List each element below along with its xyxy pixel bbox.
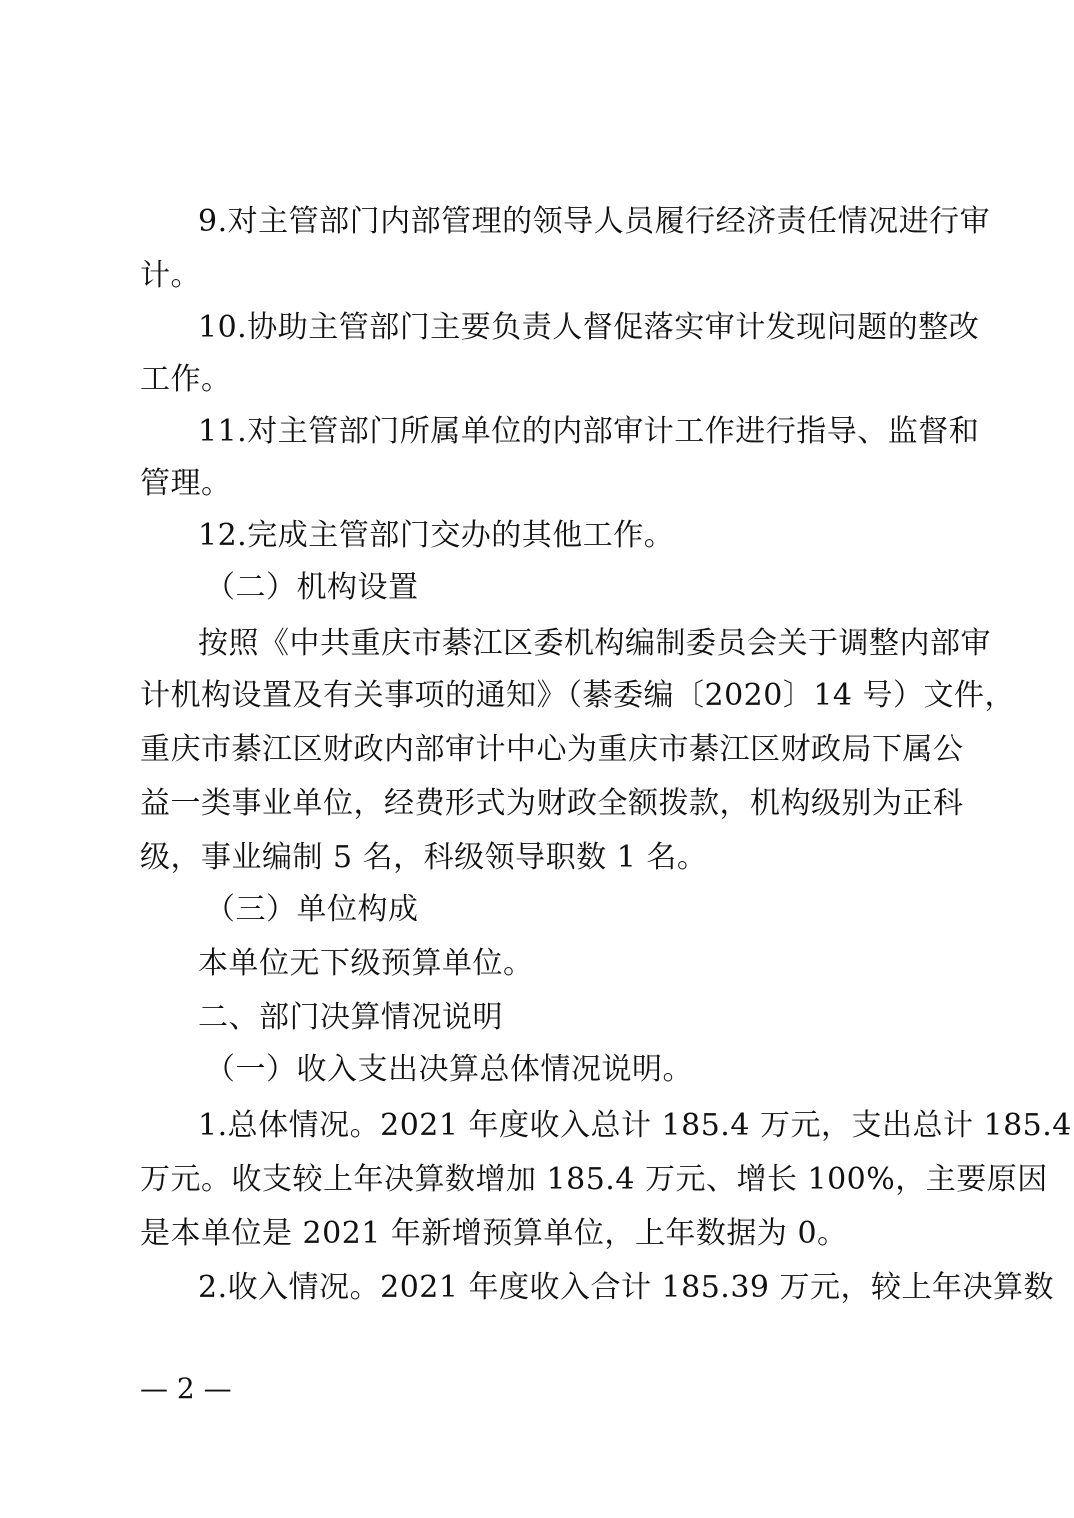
- paragraph-line: 12.完成主管部门交办的其他工作。: [198, 518, 675, 553]
- paragraph-line: 11.对主管部门所属单位的内部审计工作进行指导、监督和: [198, 414, 980, 449]
- paragraph-line: 10.协助主管部门主要负责人督促落实审计发现问题的整改: [198, 310, 980, 345]
- paragraph-line: 重庆市綦江区财政内部审计中心为重庆市綦江区财政局下属公: [140, 732, 964, 767]
- paragraph-line: 管理。: [140, 466, 232, 501]
- paragraph-line: 2.收入情况。2021 年度收入合计 185.39 万元，较上年决算数: [198, 1270, 1055, 1305]
- section-heading: （一）收入支出决算总体情况说明。: [205, 1052, 693, 1087]
- section-heading: （三）单位构成: [205, 892, 419, 927]
- paragraph-line: 益一类事业单位，经费形式为财政全额拨款，机构级别为正科: [140, 786, 964, 821]
- paragraph-line: 计机构设置及有关事项的通知》（綦委编〔2020〕14 号）文件，: [140, 678, 1016, 713]
- paragraph-line: 万元。收支较上年决算数增加 185.4 万元、增长 100%，主要原因: [140, 1162, 1048, 1197]
- paragraph-line: 按照《中共重庆市綦江区委机构编制委员会关于调整内部审: [198, 626, 991, 661]
- page-number: — 2 —: [140, 1372, 232, 1405]
- paragraph-line: 1.总体情况。2021 年度收入总计 185.4 万元，支出总计 185.4: [198, 1108, 1072, 1143]
- section-heading: 二、部门决算情况说明: [198, 1000, 503, 1035]
- section-heading: （二）机构设置: [205, 570, 419, 605]
- paragraph-line: 9.对主管部门内部管理的领导人员履行经济责任情况进行审: [198, 204, 991, 239]
- paragraph-line: 计。: [140, 258, 201, 293]
- paragraph-line: 是本单位是 2021 年新增预算单位，上年数据为 0。: [140, 1216, 848, 1251]
- paragraph-line: 级，事业编制 5 名，科级领导职数 1 名。: [140, 840, 708, 875]
- paragraph-line: 本单位无下级预算单位。: [198, 946, 534, 981]
- paragraph-line: 工作。: [140, 362, 232, 397]
